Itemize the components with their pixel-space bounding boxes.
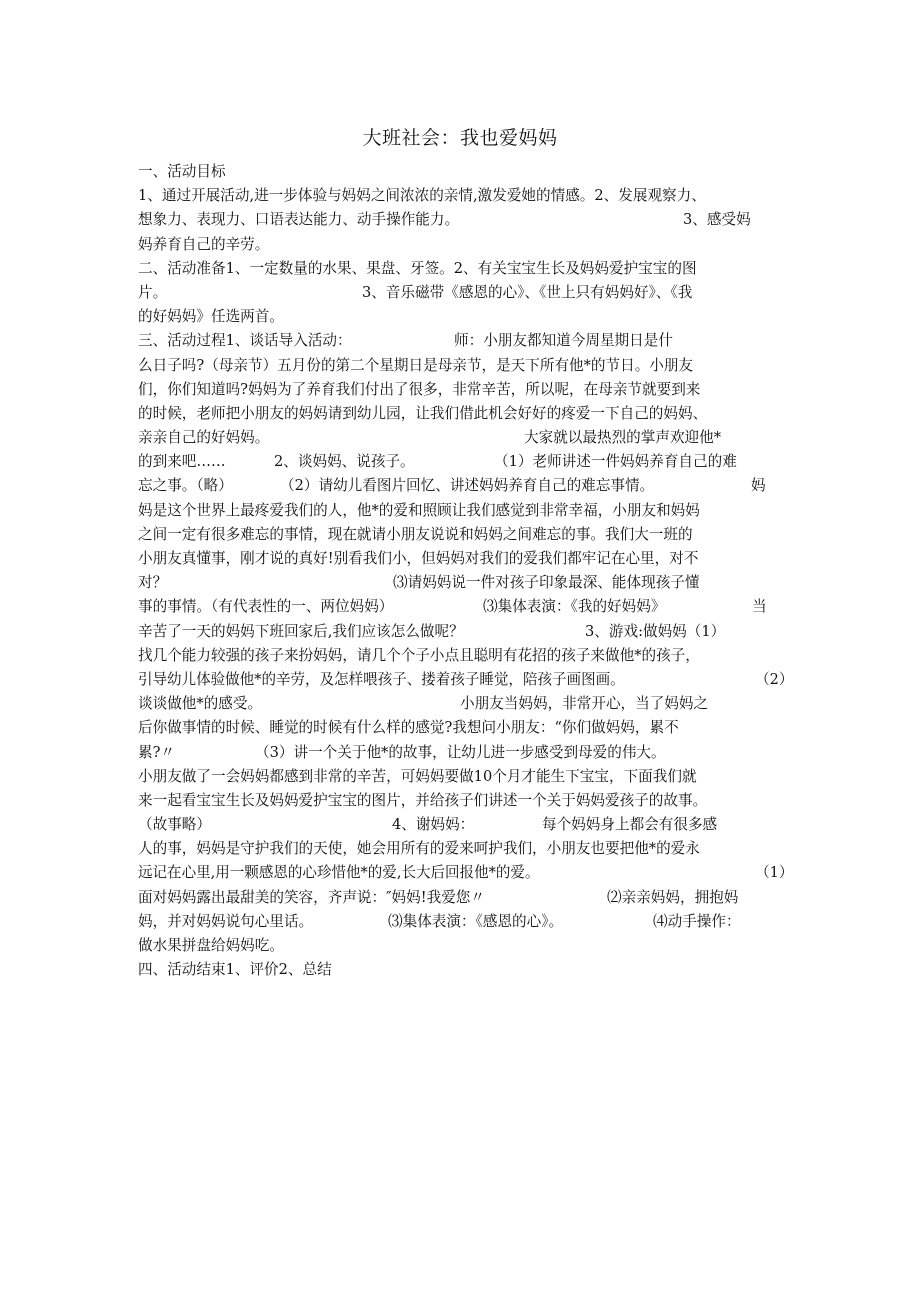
line-segment: 小朋友做了一会妈妈都感到非常的辛苦，可妈妈要做10个月才能生下宝宝，下面我们就 bbox=[138, 767, 697, 785]
line-segment: （2） bbox=[755, 670, 794, 688]
text-line bbox=[138, 450, 793, 474]
text-line bbox=[138, 716, 793, 740]
text-line bbox=[138, 523, 793, 547]
text-line bbox=[138, 184, 793, 208]
line-segment: 们，你们知道吗?妈妈为了养育我们付出了很多，非常辛苦，所以呢，在母亲节就要到来 bbox=[138, 380, 701, 398]
text-line bbox=[138, 692, 793, 716]
text-line bbox=[138, 402, 793, 426]
line-segment: 3、音乐磁带《感恩的心》、《世上只有妈妈好》、《我 bbox=[362, 283, 693, 301]
line-segment: 想象力、表现力、口语表达能力、动手操作能力。 bbox=[138, 211, 460, 229]
line-segment: 么日子吗?（母亲节）五月份的第二个星期日是母亲节，是天下所有他*的节日。小朋友 bbox=[138, 356, 694, 374]
line-segment: 大家就以最热烈的掌声欢迎他* bbox=[524, 429, 722, 447]
text-line bbox=[138, 789, 793, 813]
line-segment: 当 bbox=[752, 598, 767, 616]
line-segment: （故事略） bbox=[138, 816, 211, 834]
line-segment: 的到来吧…… bbox=[138, 453, 226, 471]
text-line bbox=[138, 644, 793, 668]
line-segment: 一、活动目标 bbox=[138, 163, 226, 180]
text-line bbox=[138, 305, 793, 329]
line-segment: 4、谢妈妈： bbox=[392, 816, 475, 834]
text-line bbox=[138, 547, 793, 571]
line-segment: 找几个能力较强的孩子来扮妈妈，请几个个子小点且聪明有花招的孩子来做他*的孩子， bbox=[138, 646, 700, 664]
line-segment: 小朋友当妈妈，非常开心，当了妈妈之 bbox=[460, 695, 709, 713]
text-line bbox=[138, 160, 793, 184]
line-segment: 的好妈妈》任选两首。 bbox=[138, 308, 284, 326]
line-segment: （1） bbox=[755, 864, 794, 882]
line-segment: 做水果拼盘给妈妈吃。 bbox=[138, 937, 284, 954]
text-line bbox=[138, 571, 793, 595]
line-segment: （2）请幼儿看图片回忆、讲述妈妈养育自己的难忘事情。 bbox=[280, 477, 655, 495]
line-segment: ⑷动手操作： bbox=[653, 912, 741, 930]
text-line bbox=[138, 595, 793, 619]
text-line bbox=[138, 281, 793, 305]
text-line bbox=[138, 208, 793, 232]
text-line bbox=[138, 499, 793, 523]
text-line bbox=[138, 354, 793, 378]
line-segment: 三、活动过程1、谈话导入活动： bbox=[138, 332, 352, 350]
line-segment: 每个妈妈身上都会有很多感 bbox=[542, 816, 718, 834]
text-line bbox=[138, 910, 793, 934]
line-segment: 来一起看宝宝生长及妈妈爱护宝宝的图片，并给孩子们讲述一个关于妈妈爱孩子的故事。 bbox=[138, 791, 708, 809]
text-line bbox=[138, 426, 793, 450]
line-segment: 事的事情。（有代表性的一、两位妈妈） bbox=[138, 598, 394, 616]
text-line bbox=[138, 765, 793, 789]
text-line bbox=[138, 861, 794, 885]
line-segment: 后你做事情的时候、睡觉的时候有什么样的感觉?我想问小朋友：“你们做妈妈，累不 bbox=[138, 719, 679, 737]
text-line bbox=[138, 668, 794, 692]
line-segment: 二、活动准备1、一定数量的水果、果盘、牙签。2、有关宝宝生长及妈妈爱护宝宝的图 bbox=[138, 259, 697, 277]
line-segment: 远记在心里,用一颗感恩的心珍惜他*的爱,长大后回报他*的爱。 bbox=[138, 864, 540, 882]
text-line bbox=[138, 257, 793, 281]
text-line bbox=[138, 378, 793, 402]
line-segment: 谈谈做他*的感受。 bbox=[138, 695, 263, 713]
line-segment: 1、通过开展活动,进一步体验与妈妈之间浓浓的亲情,激发爱她的情感。2、发展观察力、 bbox=[138, 187, 706, 205]
text-line bbox=[138, 620, 793, 644]
text-line bbox=[138, 837, 793, 861]
line-segment: 师：小朋友都知道今周星期日是什 bbox=[454, 332, 673, 350]
line-segment: 人的事，妈妈是守护我们的天使，她会用所有的爱来呵护我们，小朋友也要把他*的爱永 bbox=[138, 840, 700, 858]
line-segment: ⑵亲亲妈妈，拥抱妈 bbox=[607, 888, 739, 906]
line-segment: 累?〃 bbox=[138, 743, 176, 761]
line-segment: 妈是这个世界上最疼爱我们的人，他*的爱和照顾让我们感觉到非常幸福，小朋友和妈妈 bbox=[138, 501, 700, 519]
line-segment: ⑶集体表演：《我的好妈妈》 bbox=[483, 598, 666, 616]
line-segment: 妈 bbox=[751, 477, 766, 495]
document-body bbox=[138, 160, 793, 982]
line-segment: 面对妈妈露出最甜美的笑容，齐声说：″妈妈!我爱您〃 bbox=[138, 888, 485, 906]
line-segment: 的时候，老师把小朋友的妈妈请到幼儿园，让我们借此机会好好的疼爱一下自己的妈妈、 bbox=[138, 404, 708, 422]
line-segment: 辛苦了一天的妈妈下班回家后,我们应该怎么做呢？ bbox=[138, 622, 464, 640]
line-segment: 四、活动结束1、评价2、总结 bbox=[138, 961, 332, 979]
line-segment: 妈养育自己的辛劳。 bbox=[138, 235, 270, 253]
text-line bbox=[138, 934, 793, 958]
line-segment: ⑶请妈妈说一件对孩子印象最深、能体现孩子懂 bbox=[393, 574, 700, 592]
line-segment: 亲亲自己的好妈妈。 bbox=[138, 429, 270, 447]
line-segment: 2、谈妈妈、说孩子。 bbox=[274, 453, 415, 471]
line-segment: （1）老师讲述一件妈妈养育自己的难 bbox=[494, 453, 737, 471]
text-line bbox=[138, 958, 793, 982]
line-segment: （3）讲一个关于他*的故事，让幼儿进一步感受到母爱的伟大。 bbox=[255, 743, 666, 761]
text-line bbox=[138, 329, 793, 353]
line-segment: 小朋友真懂事，刚才说的真好!别看我们小，但妈妈对我们的爱我们都牢记在心里，对不 bbox=[138, 550, 699, 567]
line-segment: 忘之事。（略） bbox=[138, 477, 233, 495]
line-segment: 妈，并对妈妈说句心里话。 bbox=[138, 912, 314, 930]
line-segment: 3、游戏:做妈妈（1） bbox=[585, 622, 726, 640]
line-segment: 之间一定有很多难忘的事情，现在就请小朋友说说和妈妈之间难忘的事。我们大一班的 bbox=[138, 525, 693, 543]
line-segment: 引导幼儿体验做他*的辛劳，及怎样喂孩子、搂着孩子睡觉，陪孩子画图画。 bbox=[138, 670, 625, 688]
text-line bbox=[138, 741, 793, 765]
text-line bbox=[138, 886, 793, 910]
text-line bbox=[138, 233, 793, 257]
line-segment: 对？ bbox=[138, 574, 168, 592]
line-segment: ⑶集体表演：《感恩的心》。 bbox=[388, 912, 564, 930]
line-segment: 片。 bbox=[138, 283, 168, 301]
line-segment: 3、感受妈 bbox=[683, 211, 751, 229]
page-title: 大班社会：我也爱妈妈 bbox=[362, 127, 558, 149]
text-line bbox=[138, 474, 793, 498]
text-line bbox=[138, 813, 793, 837]
